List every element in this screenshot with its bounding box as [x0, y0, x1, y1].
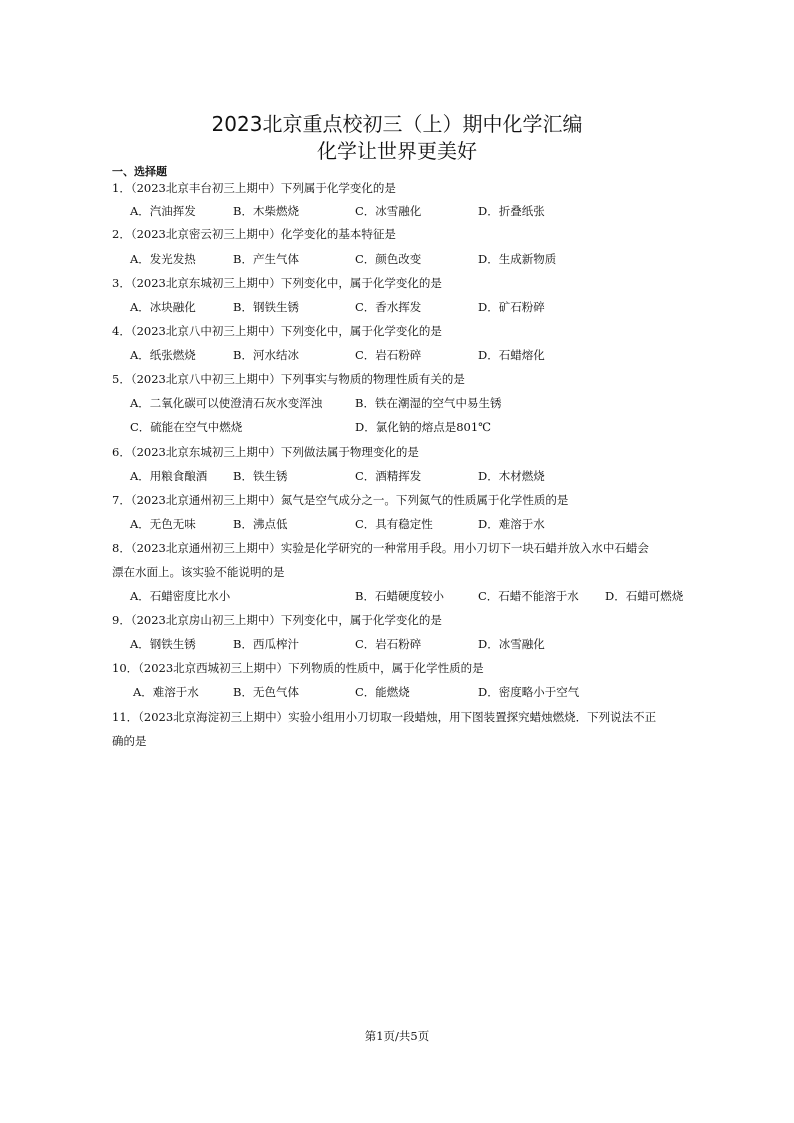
q7-option-c: C．具有稳定性: [355, 517, 433, 531]
q7-option-d: D．难溶于水: [478, 517, 545, 531]
q10-option-d: D．密度略小于空气: [478, 685, 580, 699]
q5-option-d: D．氯化钠的熔点是801℃: [355, 420, 492, 434]
question-4: 4．（2023北京八中初三上期中）下列变化中，属于化学变化的是: [112, 324, 442, 338]
q2-option-c: C．颜色改变: [355, 252, 422, 266]
q9-option-b: B．西瓜榨汁: [233, 637, 299, 651]
question-8-continued: 漂在水面上。该实验不能说明的是: [112, 565, 285, 579]
q1-option-c: C．冰雪融化: [355, 204, 422, 218]
q5-option-a: A．二氧化碳可以使澄清石灰水变浑浊: [130, 396, 323, 410]
q8-option-d: D．石蜡可燃烧: [605, 589, 684, 603]
q10-option-a: A．难溶于水: [133, 685, 199, 699]
q2-option-d: D．生成新物质: [478, 252, 557, 266]
q6-option-a: A．用粮食酿酒: [130, 469, 208, 483]
q6-option-b: B．铁生锈: [233, 469, 288, 483]
question-8: 8．（2023北京通州初三上期中）实验是化学研究的一种常用手段。用小刀切下一块石蜡并放入水中石蜡会: [112, 541, 649, 555]
q3-option-d: D．矿石粉碎: [478, 300, 545, 314]
q7-option-a: A．无色无味: [130, 517, 196, 531]
q10-option-b: B．无色气体: [233, 685, 299, 699]
question-7: 7．（2023北京通州初三上期中）氮气是空气成分之一。下列氮气的性质属于化学性质的是: [112, 493, 569, 507]
q1-option-d: D．折叠纸张: [478, 204, 545, 218]
q9-option-d: D．冰雪融化: [478, 637, 545, 651]
page-footer: 第1页/共5页: [364, 1029, 430, 1043]
q9-option-c: C．岩石粉碎: [355, 637, 422, 651]
q5-option-c: C．硫能在空气中燃烧: [130, 420, 243, 434]
q1-option-b: B．木柴燃烧: [233, 204, 299, 218]
q1-option-a: A．汽油挥发: [130, 204, 196, 218]
document-subtitle: 化学让世界更美好: [317, 139, 477, 163]
q6-option-c: C．酒精挥发: [355, 469, 422, 483]
document-title: 2023北京重点校初三（上）期中化学汇编: [211, 112, 583, 136]
q7-option-b: B．沸点低: [233, 517, 288, 531]
q3-option-a: A．冰块融化: [130, 300, 196, 314]
question-11-continued: 确的是: [112, 734, 147, 748]
question-10: 10．（2023北京西城初三上期中）下列物质的性质中，属于化学性质的是: [112, 661, 484, 675]
question-11: 11．（2023北京海淀初三上期中）实验小组用小刀切取一段蜡烛，用下图装置探究蜡烛燃烧．下列说法不正: [112, 710, 657, 724]
question-3: 3．（2023北京东城初三上期中）下列变化中，属于化学变化的是: [112, 276, 442, 290]
q8-option-b: B．石蜡硬度较小: [355, 589, 444, 603]
q8-option-c: C．石蜡不能溶于水: [478, 589, 579, 603]
question-1: 1．（2023北京丰台初三上期中）下列属于化学变化的是: [112, 181, 396, 195]
q4-option-b: B．河水结冰: [233, 348, 299, 362]
question-6: 6．（2023北京东城初三上期中）下列做法属于物理变化的是: [112, 445, 419, 459]
q4-option-c: C．岩石粉碎: [355, 348, 422, 362]
q2-option-b: B．产生气体: [233, 252, 299, 266]
question-5: 5．（2023北京八中初三上期中）下列事实与物质的物理性质有关的是: [112, 372, 465, 386]
q5-option-b: B．铁在潮湿的空气中易生锈: [355, 396, 502, 410]
question-9: 9．（2023北京房山初三上期中）下列变化中，属于化学变化的是: [112, 613, 442, 627]
q2-option-a: A．发光发热: [130, 252, 196, 266]
q4-option-a: A．纸张燃烧: [130, 348, 196, 362]
q8-option-a: A．石蜡密度比水小: [130, 589, 231, 603]
question-2: 2．（2023北京密云初三上期中）化学变化的基本特征是: [112, 227, 396, 241]
q6-option-d: D．木材燃烧: [478, 469, 545, 483]
q3-option-c: C．香水挥发: [355, 300, 422, 314]
q3-option-b: B．钢铁生锈: [233, 300, 299, 314]
q4-option-d: D．石蜡熔化: [478, 348, 545, 362]
section-heading: 一、选择题: [112, 165, 167, 178]
q10-option-c: C．能燃烧: [355, 685, 410, 699]
q9-option-a: A．钢铁生锈: [130, 637, 196, 651]
